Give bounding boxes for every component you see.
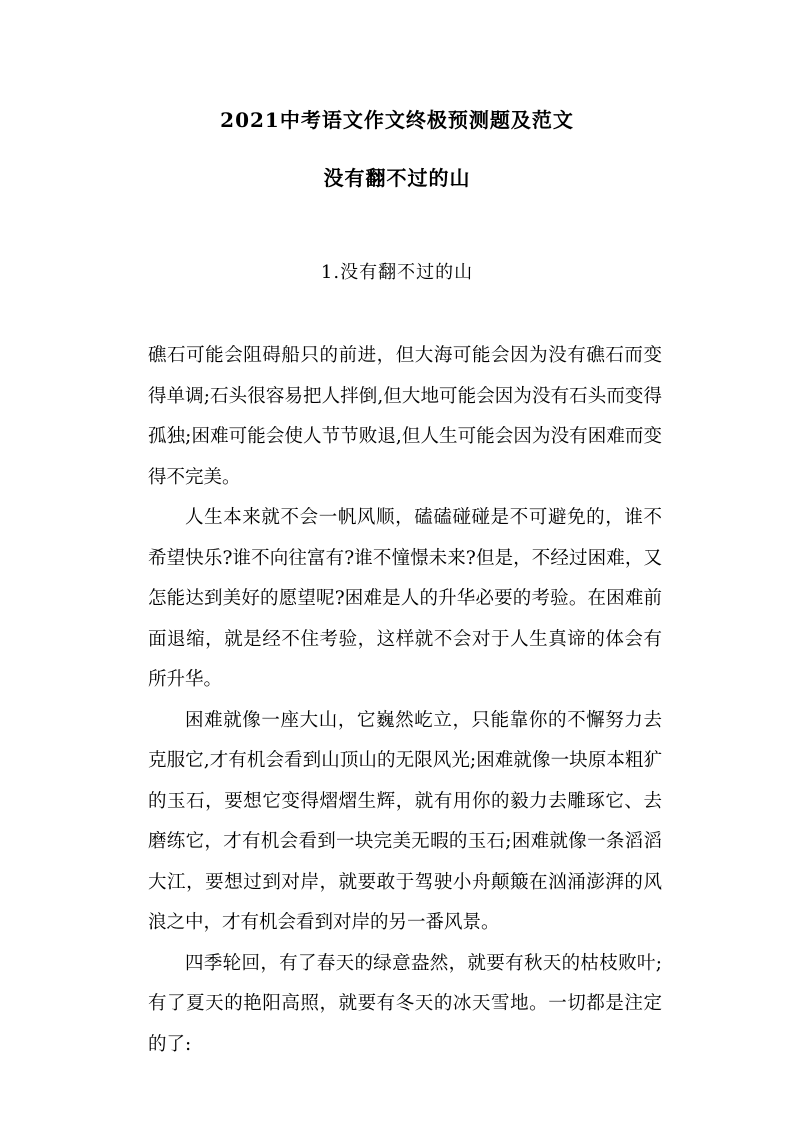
essay-body — [148, 336, 662, 1065]
section-heading: 1.没有翻不过的山 — [320, 262, 474, 283]
document-subtitle: 没有翻不过的山 — [323, 166, 471, 190]
paragraph: 礁石可能会阻碍船只的前进，但大海可能会因为没有礁石而变得单调;石头很容易把人拌倒,但大地可能会因为没有石头而变得孤独;困难可能会使人节节败退,但人生可能会因为没有困难而变得不完美。 — [148, 345, 662, 488]
paragraph: 四季轮回，有了春天的绿意盎然，就要有秋天的枯枝败叶;有了夏天的艳阳高照，就要有冬天的冰天雪地。一切都是注定的了: — [148, 952, 662, 1055]
paragraph: 人生本来就不会一帆风顺，磕磕碰碰是不可避免的，谁不希望快乐?谁不向往富有?谁不憧憬未来?但是，不经过困难，又怎能达到美好的愿望呢?困难是人的升华必要的考验。在困难前面退缩，就是经不住考验，这样就不会对于人生真谛的体会有所升华。 — [148, 507, 662, 690]
paragraph: 困难就像一座大山，它巍然屹立，只能靠你的不懈努力去克服它,才有机会看到山顶山的无限风光;困难就像一块原本粗犷的玉石，要想它变得熠熠生辉，就有用你的毅力去雕琢它、去磨练它，才有机会看到一块完美无暇的玉石;困难就像一条滔滔大江，要想过到对岸，就要敢于驾驶小舟颠簸在汹涌澎湃的风浪之中，才有机会看到对岸的另一番风景。 — [148, 709, 662, 933]
document-title: 2021中考语文作文终极预测题及范文 — [220, 108, 574, 132]
